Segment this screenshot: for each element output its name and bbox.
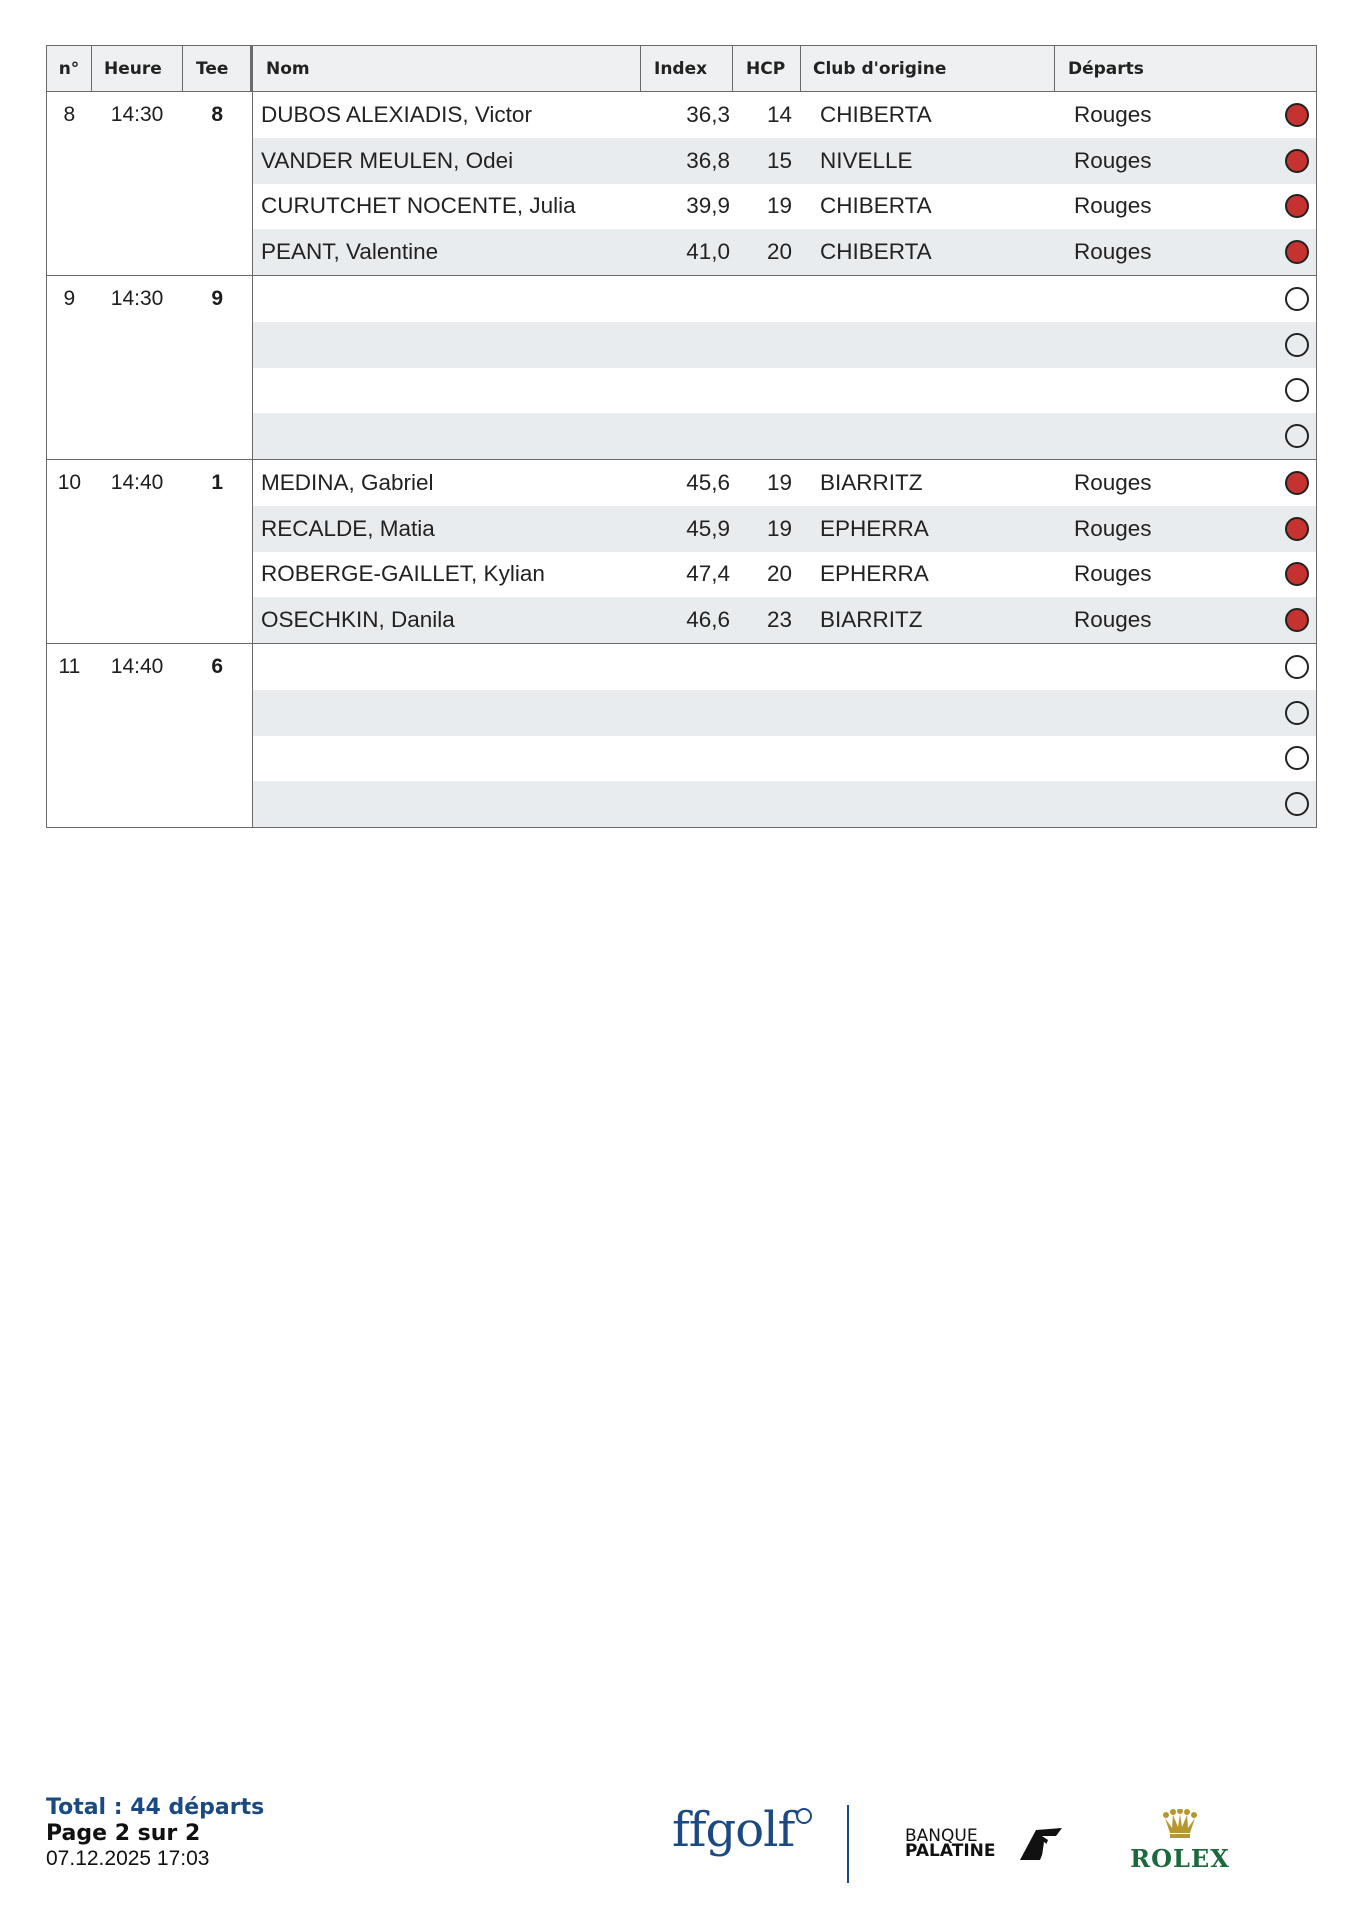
header-hcp: HCP xyxy=(733,46,801,91)
red-tee-marker-icon xyxy=(1285,149,1309,173)
player-hcp: 20 xyxy=(766,239,792,265)
red-tee-marker-icon xyxy=(1285,240,1309,264)
header-index: Index xyxy=(641,46,733,91)
player-row xyxy=(253,229,1316,275)
player-name: PEANT, Valentine xyxy=(261,239,439,265)
player-name: VANDER MEULEN, Odei xyxy=(261,147,514,173)
group-number: 10 xyxy=(57,471,82,494)
group-tee: 1 xyxy=(211,471,224,494)
rolex-logo-text: ROLEX xyxy=(1130,1844,1230,1873)
ffgolf-logo-text: ffgolf xyxy=(672,1802,795,1858)
player-row xyxy=(253,276,1316,322)
player-index: 45,6 xyxy=(686,469,730,495)
empty-circle-icon xyxy=(1285,655,1309,679)
red-tee-marker-icon xyxy=(1285,471,1309,495)
group-time: 14:30 xyxy=(110,103,164,126)
group-time: 14:40 xyxy=(110,655,164,678)
page-number: Page 2 sur 2 xyxy=(46,1821,201,1846)
tee-group xyxy=(47,276,1316,460)
player-hcp: 19 xyxy=(766,515,792,541)
player-row xyxy=(253,413,1316,459)
player-row xyxy=(253,138,1316,184)
empty-circle-icon xyxy=(1285,792,1309,816)
group-number: 11 xyxy=(58,655,81,678)
banque-palatine-logo xyxy=(905,1826,996,1861)
player-row xyxy=(253,322,1316,368)
player-name: CURUTCHET NOCENTE, Julia xyxy=(261,193,576,219)
header-club: Club d'origine xyxy=(801,46,1055,91)
player-club: NIVELLE xyxy=(820,147,913,173)
empty-circle-icon xyxy=(1285,424,1309,448)
player-club: CHIBERTA xyxy=(820,193,932,219)
group-info xyxy=(47,460,253,643)
crown-icon xyxy=(1162,1809,1198,1839)
group-time: 14:40 xyxy=(110,471,164,494)
palatine-line2: PALATINE xyxy=(905,1841,996,1861)
red-tee-marker-icon xyxy=(1285,608,1309,632)
group-number: 9 xyxy=(63,287,76,310)
red-tee-marker-icon xyxy=(1285,562,1309,586)
player-club: EPHERRA xyxy=(820,515,929,541)
tee-group xyxy=(47,644,1316,827)
player-row xyxy=(253,368,1316,414)
player-name: OSECHKIN, Danila xyxy=(261,607,455,633)
player-hcp: 15 xyxy=(766,147,792,173)
print-date: 07.12.2025 17:03 xyxy=(46,1847,210,1870)
player-row xyxy=(253,184,1316,230)
player-club: BIARRITZ xyxy=(820,469,923,495)
player-index: 46,6 xyxy=(686,607,730,633)
player-index: 39,9 xyxy=(686,193,730,219)
player-depart: Rouges xyxy=(1074,147,1152,173)
header-heure: Heure xyxy=(92,46,183,91)
player-hcp: 20 xyxy=(766,561,792,587)
registered-icon xyxy=(796,1808,812,1824)
red-tee-marker-icon xyxy=(1285,103,1309,127)
red-tee-marker-icon xyxy=(1285,194,1309,218)
player-hcp: 23 xyxy=(766,607,792,633)
table-body xyxy=(47,92,1316,827)
tee-times-table xyxy=(46,45,1317,828)
player-name: MEDINA, Gabriel xyxy=(261,469,434,495)
palatine-wing-icon xyxy=(1018,1826,1064,1862)
group-tee: 9 xyxy=(211,287,224,310)
player-row xyxy=(253,506,1316,552)
empty-circle-icon xyxy=(1285,333,1309,357)
header-tee: Tee xyxy=(183,46,253,91)
group-info xyxy=(47,276,253,459)
player-index: 45,9 xyxy=(686,515,730,541)
player-hcp: 19 xyxy=(766,193,792,219)
player-row xyxy=(253,92,1316,138)
player-name: RECALDE, Matia xyxy=(261,515,435,541)
player-depart: Rouges xyxy=(1074,101,1152,127)
player-hcp: 14 xyxy=(766,101,792,127)
header-n: n° xyxy=(47,46,92,91)
header-nom: Nom xyxy=(253,46,641,91)
palatine-line1: BANQUE xyxy=(905,1826,978,1846)
player-name: ROBERGE-GAILLET, Kylian xyxy=(261,561,545,587)
player-index: 36,3 xyxy=(686,101,730,127)
player-name: DUBOS ALEXIADIS, Victor xyxy=(261,101,532,127)
player-row xyxy=(253,597,1316,643)
ffgolf-logo xyxy=(672,1802,794,1858)
group-info xyxy=(47,92,253,275)
player-row xyxy=(253,460,1316,506)
player-index: 36,8 xyxy=(686,147,730,173)
rolex-logo xyxy=(1128,1809,1232,1873)
player-depart: Rouges xyxy=(1074,239,1152,265)
tee-group xyxy=(47,92,1316,276)
player-depart: Rouges xyxy=(1074,607,1152,633)
group-number: 8 xyxy=(63,103,76,126)
total-departs: Total : 44 départs xyxy=(46,1795,265,1820)
empty-circle-icon xyxy=(1285,287,1309,311)
empty-circle-icon xyxy=(1285,746,1309,770)
player-depart: Rouges xyxy=(1074,193,1152,219)
header-departs: Départs xyxy=(1068,58,1144,79)
group-info xyxy=(47,644,253,827)
logo-divider xyxy=(847,1805,849,1883)
footer xyxy=(46,1795,264,1871)
tee-group xyxy=(47,460,1316,644)
player-club: EPHERRA xyxy=(820,561,929,587)
red-tee-marker-icon xyxy=(1285,517,1309,541)
player-depart: Rouges xyxy=(1074,469,1152,495)
player-depart: Rouges xyxy=(1074,515,1152,541)
player-club: CHIBERTA xyxy=(820,239,932,265)
table-header xyxy=(47,46,1316,92)
player-hcp: 19 xyxy=(766,469,792,495)
player-index: 47,4 xyxy=(686,561,730,587)
group-tee: 6 xyxy=(211,655,224,678)
player-club: CHIBERTA xyxy=(820,101,932,127)
player-row xyxy=(253,552,1316,598)
player-row xyxy=(253,644,1316,690)
player-index: 41,0 xyxy=(686,239,730,265)
player-row xyxy=(253,781,1316,827)
player-club: BIARRITZ xyxy=(820,607,923,633)
empty-circle-icon xyxy=(1285,378,1309,402)
player-depart: Rouges xyxy=(1074,561,1152,587)
group-time: 14:30 xyxy=(110,287,164,310)
empty-circle-icon xyxy=(1285,701,1309,725)
group-tee: 8 xyxy=(211,103,224,126)
player-row xyxy=(253,690,1316,736)
player-row xyxy=(253,736,1316,782)
